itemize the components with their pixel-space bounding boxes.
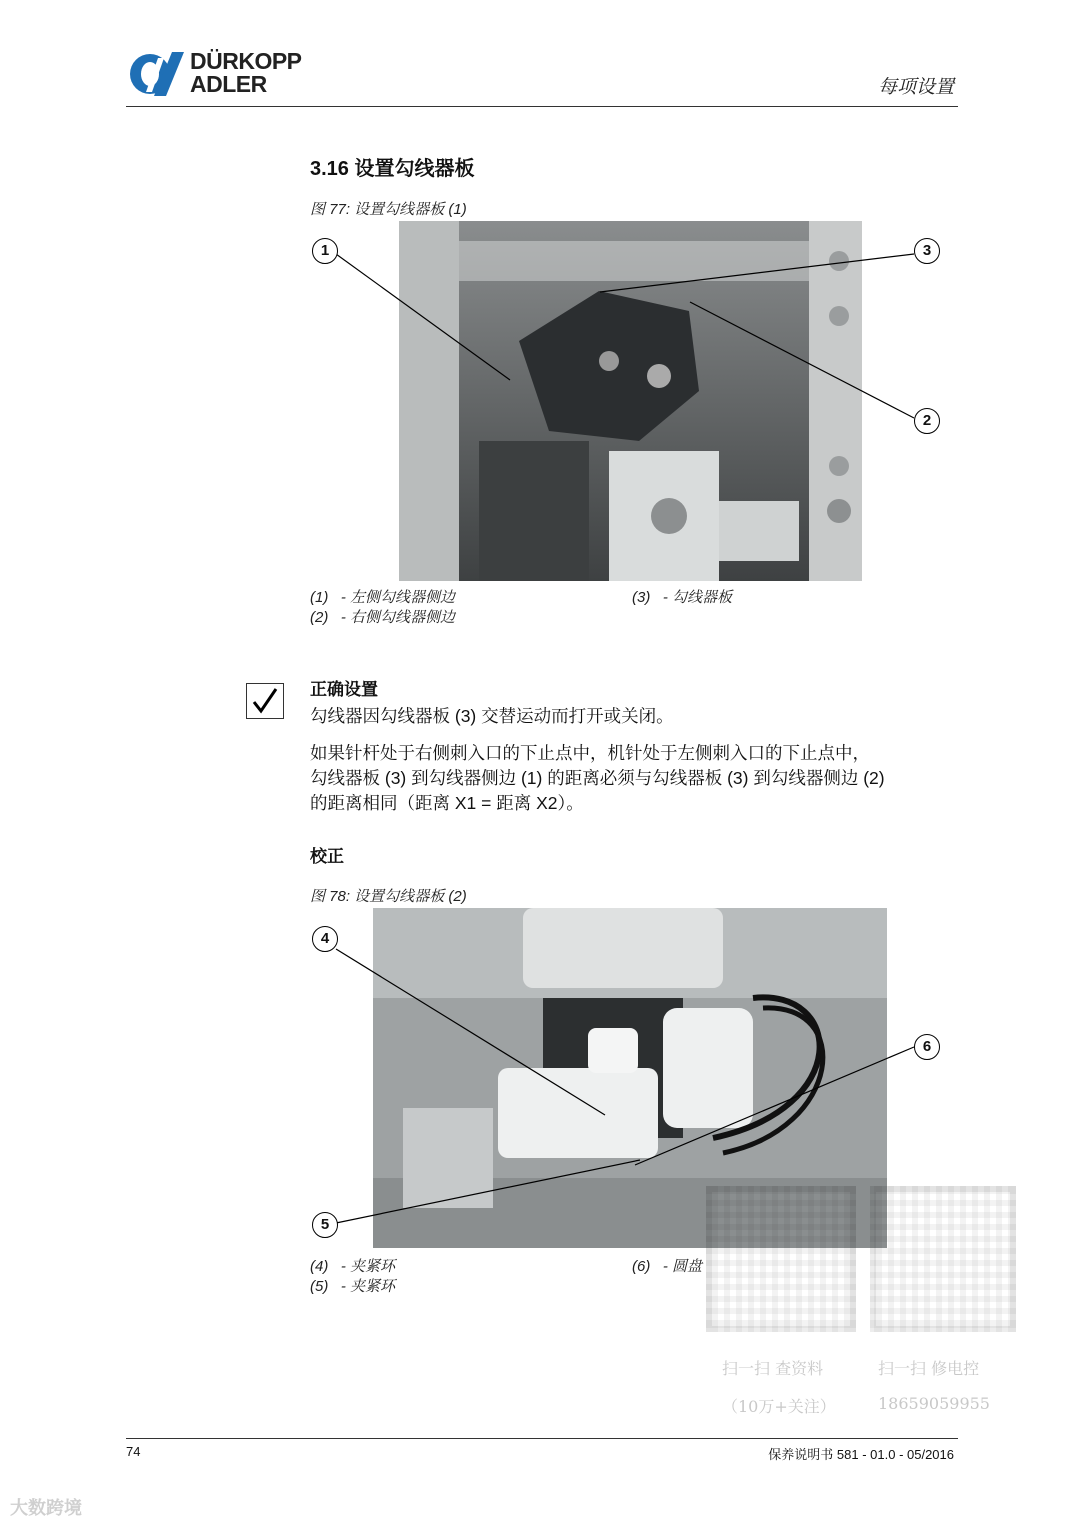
qr-code-2-icon	[870, 1186, 1016, 1332]
brand-line-1: DÜRKOPP	[190, 48, 302, 74]
callout-1: 1	[312, 238, 338, 264]
callout-4: 4	[312, 926, 338, 952]
document-reference: 保养说明书 581 - 01.0 - 05/2016	[768, 1447, 954, 1462]
correction-heading: 校正	[310, 847, 344, 866]
qr-code-1-icon	[706, 1186, 856, 1332]
figure-77-caption: 图 77: 设置勾线器板 (1)	[310, 201, 467, 218]
section-heading: 3.16 设置勾线器板	[310, 158, 475, 180]
callout-3: 3	[914, 238, 940, 264]
legend-number: (2)	[310, 609, 329, 626]
correct-setting-heading: 正确设置	[310, 680, 378, 699]
correct-setting-paragraph	[310, 741, 885, 816]
legend-item-6	[632, 1255, 702, 1276]
legend-item-4	[310, 1255, 395, 1276]
callout-2: 2	[914, 408, 940, 434]
legend-item-1	[310, 586, 455, 607]
durkopp-adler-logo-icon	[128, 52, 186, 96]
header-divider	[126, 106, 958, 107]
legend-number: (5)	[310, 1278, 329, 1295]
watermark-label-2: 扫一扫 修电控	[878, 1359, 980, 1378]
legend-item-3	[632, 586, 732, 607]
legend-text: - 夹紧环	[340, 1278, 396, 1295]
paragraph-line-2: 勾线器板 (3) 到勾线器侧边 (1) 的距离必须与勾线器板 (3) 到勾线器侧边 (2)	[310, 768, 885, 788]
legend-number: (3)	[632, 589, 651, 606]
paragraph-line-3: 的距离相同（距离 X1 = 距离 X2）。	[310, 793, 584, 813]
page-number: 74	[126, 1444, 141, 1459]
brand-line-2: ADLER	[190, 71, 267, 97]
watermark-sub-1: （10万+关注）	[722, 1397, 836, 1416]
watermark-sub-2: 18659059955	[878, 1394, 990, 1413]
checkmark-icon	[246, 683, 284, 719]
figure-77-leader-lines	[300, 230, 960, 440]
chapter-title: 每项设置	[877, 77, 954, 98]
paragraph-line-1: 如果针杆处于右侧刺入口的下止点中，机针处于左侧刺入口的下止点中，	[310, 743, 870, 763]
legend-number: (1)	[310, 589, 329, 606]
watermark-label-1: 扫一扫 查资料	[722, 1359, 824, 1378]
corner-watermark: 大数跨境	[10, 1498, 82, 1518]
figure-78-leader-lines	[300, 925, 960, 1235]
legend-number: (6)	[632, 1258, 651, 1275]
legend-item-5	[310, 1275, 395, 1296]
legend-text: - 圆盘	[662, 1258, 703, 1275]
legend-text: - 右侧勾线器侧边	[340, 609, 456, 626]
footer-divider	[126, 1438, 958, 1439]
legend-number: (4)	[310, 1258, 329, 1275]
brand-name	[190, 50, 302, 96]
callout-6: 6	[914, 1034, 940, 1060]
callout-5: 5	[312, 1212, 338, 1238]
correct-setting-line: 勾线器因勾线器板 (3) 交替运动而打开或关闭。	[310, 706, 674, 726]
legend-text: - 左侧勾线器侧边	[340, 589, 456, 606]
legend-text: - 勾线器板	[662, 589, 733, 606]
legend-item-2	[310, 606, 455, 627]
legend-text: - 夹紧环	[340, 1258, 396, 1275]
figure-78-caption: 图 78: 设置勾线器板 (2)	[310, 888, 467, 905]
